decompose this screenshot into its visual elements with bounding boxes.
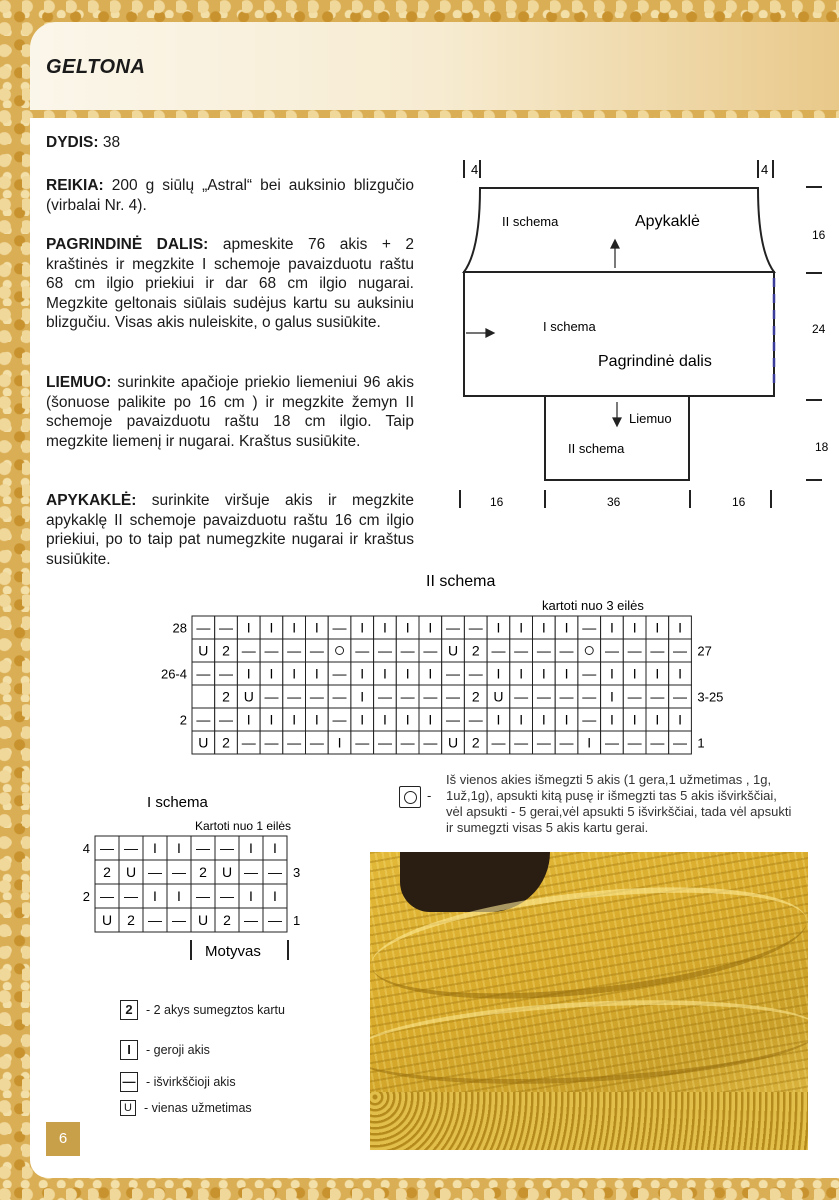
schema-2-symbol: — [196, 665, 211, 682]
schema-2-symbol: — [536, 688, 551, 705]
waist-paragraph [46, 373, 414, 451]
schema-2-symbol: — [241, 734, 256, 751]
schema-2-symbol: — [264, 642, 279, 659]
schema-2-symbol: I [383, 665, 387, 682]
schema-2-repeat-note: kartoti nuo 3 eilės [542, 598, 644, 613]
schema-2-symbol: — [309, 642, 324, 659]
schema-2-symbol: I [678, 711, 682, 728]
schema-1-symbol: I [177, 888, 181, 904]
schema-2-symbol: I [610, 688, 614, 705]
size-paragraph [46, 133, 414, 153]
schema-2-symbol: I [360, 688, 365, 705]
bobble-dash: - [427, 788, 432, 803]
schema-2-symbol: I [655, 665, 660, 682]
schema-1-symbol: 2 [199, 864, 207, 880]
main-schema-label: I schema [543, 319, 596, 334]
schema-1-symbol: 2 [127, 912, 135, 928]
schema-2-symbol: — [559, 734, 574, 751]
collar-text: surinkite viršuje akis ir megzkite apykaklę II schemoje pavaizduotu raštu 16 cm ilgio priekiui, po to taip pat numegzkite nugarai ir kraštus susiūkite. [46, 492, 414, 568]
schema-2-row-label: 3-25 [697, 689, 724, 705]
schema-2-symbol: I [314, 711, 319, 728]
bobble-description: Iš vienos akies išmegzti 5 akis (1 gera,1 užmetimas , 1g, 1už,1g), apsukti kitą pusę ir išmegzti tas 5 akis išvirkščiai, vėl apsukti - 5 gerai,vėl apsukti 5 išvirkščiai, tada vėl apsukti ir sumegzti visas 5 akis kartu gerai. [446, 772, 792, 835]
waist-text: surinkite apačioje priekio liemeniui 96 akis (šonuose palikite po 16 cm ) ir megzkite žemyn II schemoje pavaizduotu raštu 18 cm ilgio. Taip megzkite liemenį ir nugarai. Kraštus susiūkite. [46, 374, 414, 450]
schema-2-symbol: — [582, 619, 597, 636]
schema-2-symbol: — [582, 665, 597, 682]
schema-2-row-label: 1 [697, 735, 705, 751]
schema-2-symbol: I [246, 665, 251, 682]
schema-2-symbol: I [269, 665, 274, 682]
schema-2-symbol: 2 [222, 734, 230, 751]
schema-2-symbol: U [493, 688, 504, 705]
schema-2-symbol: 2 [222, 688, 230, 705]
schema-2-symbol: — [446, 619, 461, 636]
schema-2-symbol: U [447, 642, 459, 659]
schema-1-symbol: U [221, 864, 233, 880]
schema-2-symbol: — [446, 665, 461, 682]
schema-2-symbol: 2 [471, 734, 480, 751]
schema-1-repeat-note: Kartoti nuo 1 eilės [195, 819, 292, 833]
schema-2-symbol: I [541, 665, 546, 682]
schema-2-row-label: 26-4 [160, 666, 187, 682]
schema-2-symbol: — [309, 734, 324, 751]
schema-2-symbol: I [610, 619, 614, 636]
motif-label: Motyvas [205, 943, 261, 960]
bobble-icon [404, 791, 417, 804]
schema-2-symbol: I [655, 619, 660, 636]
bobble-symbol-box [399, 786, 421, 808]
schema-2-symbol: I [383, 711, 387, 728]
schema-2-symbol: — [264, 734, 279, 751]
schema-1-title: I schema [147, 794, 208, 811]
schema-2-symbol: — [196, 711, 211, 728]
schema-2-symbol: I [360, 665, 365, 682]
size-value: 38 [102, 134, 121, 151]
schema-2-row-label: 28 [172, 620, 187, 636]
schema-2-symbol: — [446, 688, 461, 705]
schema-1-symbol: U [197, 912, 209, 928]
schema-2-symbol: 2 [222, 642, 230, 659]
schema-1-symbol: — [268, 912, 282, 928]
schema-2-symbol: I [541, 619, 546, 636]
schema-1-symbol: I [273, 840, 277, 856]
schema-2-symbol: — [287, 642, 302, 659]
schema-2-symbol: — [582, 711, 597, 728]
schema-2-symbol: — [468, 665, 483, 682]
schema-2-symbol: — [491, 642, 506, 659]
dim-main-height: 24 [812, 322, 826, 336]
legend-text-knit: - geroji akis [146, 1043, 210, 1057]
schema-2-symbol: — [582, 688, 597, 705]
schema-2-symbol: I [564, 619, 569, 636]
schema-2-symbol: — [514, 688, 529, 705]
schema-2-symbol: — [332, 711, 347, 728]
schema-2-symbol: — [377, 734, 392, 751]
schema-1-symbol: 2 [103, 864, 111, 880]
schema-2-symbol: I [292, 665, 297, 682]
schema-2-symbol: — [559, 688, 574, 705]
schema-1-symbol: 2 [223, 912, 231, 928]
schema-2-symbol: — [400, 688, 415, 705]
schema-2-symbol: — [287, 734, 302, 751]
schema-2-symbol: — [468, 711, 483, 728]
schema-2-symbol: I [678, 619, 682, 636]
dim-left-side: 16 [490, 495, 504, 509]
schema-2-symbol: — [309, 688, 324, 705]
garment-photo [370, 852, 808, 1150]
schema-2-symbol: I [360, 711, 365, 728]
schema-1-symbol: I [177, 840, 181, 856]
schema-1-symbol: — [244, 864, 258, 880]
schema-2-symbol: I [428, 665, 433, 682]
schema-2-symbol: I [405, 711, 410, 728]
schema-1-symbol: — [172, 912, 186, 928]
waist-label: LIEMUO: [46, 374, 112, 391]
top-right-mark: 4 [761, 162, 769, 177]
schema-2-row-label: 27 [697, 643, 712, 659]
schema-2-symbol: — [650, 688, 665, 705]
main-part-text: apmeskite 76 akis + 2 kraštinės ir megzkite I schemoje pavaizduotu raštu 68 cm ilgio priekiui ir dar 68 cm ilgio nugarai. Megzkite geltonais siūlais sudėjus kartu su auksiniu blizgučiu. Visas akis nuleiskite, o galus susiūkite. [46, 236, 414, 331]
schema-2-symbol: — [514, 734, 529, 751]
schema-2-symbol: I [519, 711, 524, 728]
schema-1-symbol: I [153, 840, 157, 856]
need-paragraph [46, 176, 414, 215]
schema-2-symbol: — [219, 619, 234, 636]
schema-1-symbol: I [249, 888, 253, 904]
schema-2-symbol: 2 [471, 642, 480, 659]
schema-2-symbol: — [673, 642, 688, 659]
legend-row-knit [120, 1040, 210, 1060]
schema-2-symbol: — [650, 642, 665, 659]
schema-2-symbol: I [564, 665, 569, 682]
waist-schema-label: II schema [568, 441, 625, 456]
schema-1-chart [70, 790, 320, 970]
schema-2-cell [192, 685, 215, 708]
schema-1-symbol: U [125, 864, 137, 880]
schema-2-symbol: I [496, 665, 501, 682]
waist-name: Liemuo [629, 411, 672, 426]
schema-2-symbol: I [587, 734, 592, 751]
schema-2-symbol: — [673, 734, 688, 751]
schema-1-row-label: 3 [293, 865, 301, 880]
schema-2-symbol: I [360, 619, 365, 636]
schema-2-symbol: — [673, 688, 688, 705]
schema-1-symbol: U [101, 912, 113, 928]
schema-2-symbol: — [332, 619, 347, 636]
schema-1-symbol: — [196, 840, 210, 856]
schema-2-symbol: I [246, 711, 251, 728]
schema-1-symbol: — [100, 888, 114, 904]
schema-2-symbol: — [287, 688, 302, 705]
schema-2-symbol: I [541, 711, 546, 728]
schema-2-symbol: I [564, 711, 569, 728]
schema-1-symbol: — [124, 840, 138, 856]
schema-2-symbol: I [632, 619, 637, 636]
schema-2-symbol: — [377, 642, 392, 659]
schema-1-symbol: I [249, 840, 253, 856]
schema-1-symbol: — [148, 864, 162, 880]
schema-2-symbol: — [400, 734, 415, 751]
legend-row-purl [120, 1072, 236, 1092]
schema-2-cell [328, 639, 351, 662]
collar-paragraph [46, 491, 414, 569]
garment-schematic [440, 150, 839, 520]
schema-1-row-label: 2 [82, 889, 90, 904]
schema-2-symbol: U [243, 688, 254, 705]
schema-2-symbol: I [678, 665, 682, 682]
schema-2-cell [578, 639, 601, 662]
schema-2-symbol: I [655, 711, 660, 728]
schema-2-symbol: I [405, 665, 410, 682]
need-text: 200 g siūlų „Astral“ bei auksinio blizgučio (virbalai Nr. 4). [46, 177, 414, 214]
schema-2-symbol: — [536, 642, 551, 659]
collar-label: APYKAKLĖ: [46, 492, 137, 509]
dim-collar-height: 16 [812, 228, 826, 242]
schema-2-symbol: — [627, 688, 642, 705]
schema-2-symbol: I [383, 619, 387, 636]
schema-1-symbol: — [100, 840, 114, 856]
legend-text-yarn-over: - vienas užmetimas [144, 1101, 252, 1115]
schema-2-symbol: — [241, 642, 256, 659]
schema-2-symbol: — [514, 642, 529, 659]
main-part-paragraph [46, 235, 414, 333]
schema-2-symbol: I [632, 665, 637, 682]
schema-2-symbol: — [627, 642, 642, 659]
schema-2-symbol: — [559, 642, 574, 659]
schema-1-symbol: — [220, 888, 234, 904]
schema-2-symbol: I [428, 619, 433, 636]
schema-2-symbol: — [446, 711, 461, 728]
schema-1-symbol: — [268, 864, 282, 880]
schema-2-symbol: — [400, 642, 415, 659]
schema-2-symbol: — [491, 734, 506, 751]
schema-2-symbol: I [519, 665, 524, 682]
header-band [30, 22, 839, 110]
schema-2-symbol: I [610, 711, 614, 728]
need-label: REIKIA: [46, 177, 104, 194]
legend-row-yarn-over [120, 1100, 252, 1116]
schema-2-chart [150, 566, 750, 756]
schema-1-symbol: — [220, 840, 234, 856]
page-number: 6 [46, 1122, 80, 1156]
page-title: GELTONA [46, 56, 146, 78]
dim-right-side: 16 [732, 495, 746, 509]
schema-2-symbol: I [314, 619, 319, 636]
schema-1-symbol: — [148, 912, 162, 928]
schema-2-symbol: — [423, 734, 438, 751]
size-label: DYDIS: [46, 134, 99, 151]
schema-2-symbol: I [496, 619, 501, 636]
main-part-name: Pagrindinė dalis [598, 353, 712, 370]
main-part-label: PAGRINDINĖ DALIS: [46, 236, 209, 253]
dim-waist-height: 18 [815, 440, 829, 454]
schema-2-symbol: U [198, 734, 209, 751]
schema-2-symbol: I [610, 665, 614, 682]
schema-2-symbol: — [355, 734, 370, 751]
dim-waist-width: 36 [607, 495, 621, 509]
schema-2-symbol: — [332, 665, 347, 682]
top-left-mark: 4 [471, 162, 479, 177]
schema-1-row-label: 4 [82, 841, 90, 856]
schema-1-row-label: 1 [293, 913, 301, 928]
schema-2-symbol: I [246, 619, 251, 636]
schema-2-symbol: — [604, 642, 619, 659]
schema-2-symbol: I [292, 619, 297, 636]
schema-2-symbol: — [219, 711, 234, 728]
legend-symbol-purl: — [120, 1072, 138, 1092]
schema-2-symbol: — [264, 688, 279, 705]
legend-row-knit-two [120, 1000, 285, 1020]
schema-2-symbol: — [355, 642, 370, 659]
schema-2-symbol: 2 [471, 688, 480, 705]
schema-1-symbol: I [153, 888, 157, 904]
schema-2-symbol: — [627, 734, 642, 751]
legend-text-knit-two: - 2 akys sumegztos kartu [146, 1003, 285, 1017]
schema-2-symbol: I [269, 711, 274, 728]
schema-1-symbol: — [124, 888, 138, 904]
schema-2-symbol: — [536, 734, 551, 751]
legend-symbol-knit: I [120, 1040, 138, 1060]
schema-2-symbol: I [314, 665, 319, 682]
schema-2-symbol: — [332, 688, 347, 705]
schema-2-symbol: I [337, 734, 342, 751]
schema-2-row-label: 2 [179, 712, 187, 728]
schema-2-symbol: U [198, 642, 209, 659]
legend-text-purl: - išvirkščioji akis [146, 1075, 236, 1089]
schema-1-symbol: — [244, 912, 258, 928]
schema-1-symbol: I [273, 888, 277, 904]
schema-2-symbol: U [447, 734, 459, 751]
schema-2-symbol: I [428, 711, 433, 728]
schema-2-symbol: — [377, 688, 392, 705]
collar-schema-label: II schema [502, 214, 559, 229]
schema-2-symbol: — [650, 734, 665, 751]
schema-2-symbol: — [604, 734, 619, 751]
legend-symbol-yarn-over: U [120, 1100, 136, 1116]
schema-2-symbol: I [519, 619, 524, 636]
schema-2-symbol: I [496, 711, 501, 728]
schema-2-title: II schema [426, 573, 496, 590]
schema-2-symbol: — [468, 619, 483, 636]
schema-2-symbol: — [219, 665, 234, 682]
schema-2-symbol: — [423, 642, 438, 659]
schema-2-symbol: I [405, 619, 410, 636]
schema-2-symbol: I [632, 711, 637, 728]
schema-2-symbol: I [269, 619, 274, 636]
schema-2-symbol: — [423, 688, 438, 705]
collar-name: Apykaklė [635, 213, 700, 230]
schema-2-symbol: — [196, 619, 211, 636]
schema-1-symbol: — [196, 888, 210, 904]
schema-2-symbol: I [292, 711, 297, 728]
legend-symbol-knit-two: 2 [120, 1000, 138, 1020]
schema-1-symbol: — [172, 864, 186, 880]
